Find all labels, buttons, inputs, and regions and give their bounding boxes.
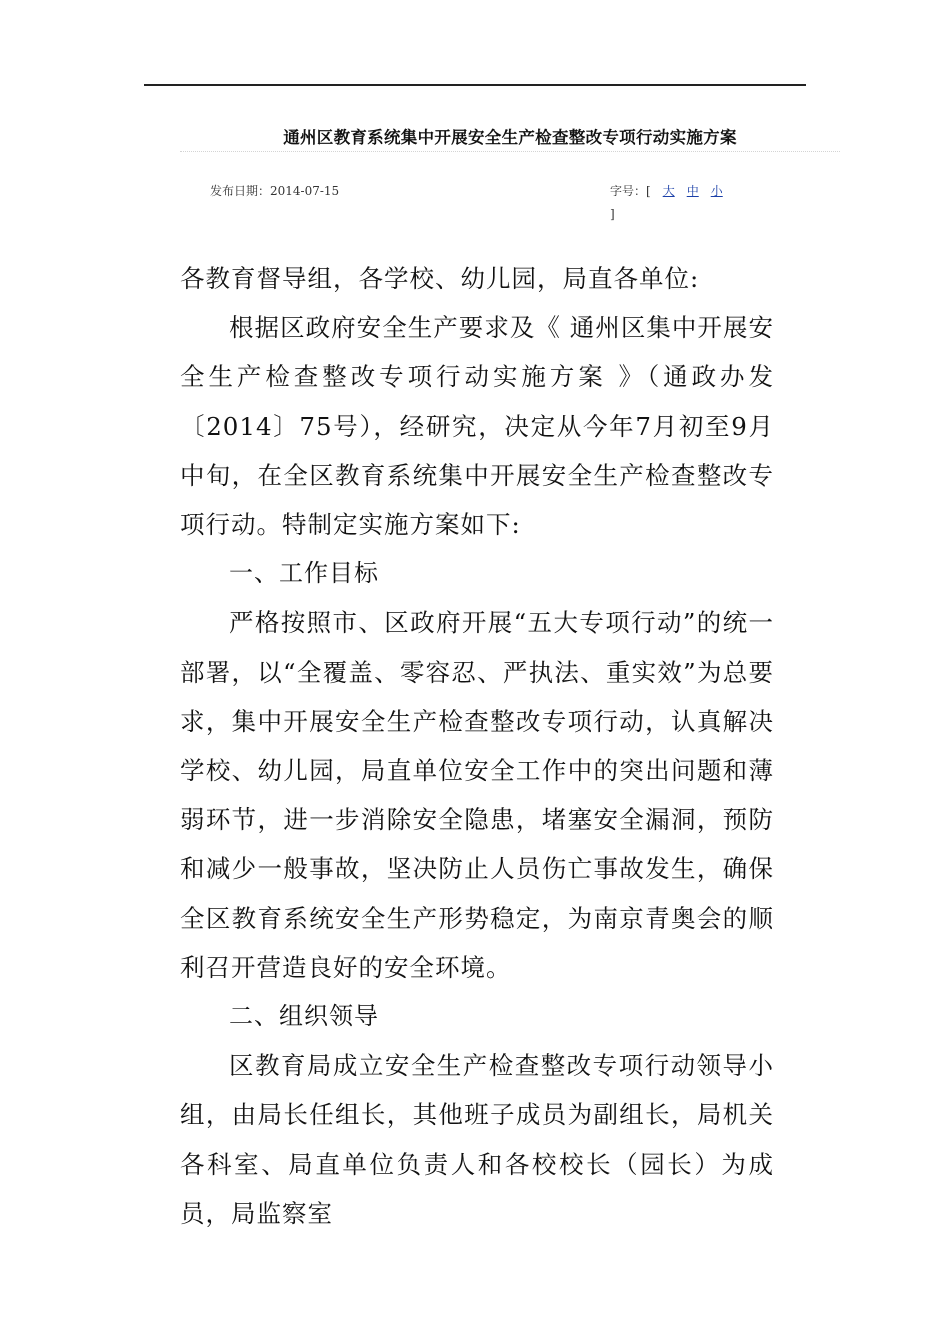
goals-paragraph: 严格按照市、区政府开展“五大专项行动”的统一部署，以“全覆盖、零容忍、严执法、重实效”为总要求，集中开展安全生产检查整改专项行动，认真解决学校、幼儿园，局直单位安全工作中的突出问题和薄弱环节，进一步消除安全隐患，堵塞安全漏洞，预防和减少一般事故，坚决防止人员伤亡事故发生，确保全区教育系统安全生产形势稳定，为南京青奥会的顺利召开营造良好的安全环境。	[180, 608, 774, 982]
font-size-medium-link[interactable]: 中	[686, 184, 699, 198]
publish-date: 发布日期：2014-07-15	[210, 184, 340, 198]
top-divider	[144, 84, 806, 86]
organization-paragraph: 区教育局成立安全生产检查整改专项行动领导小组，由局长任组长，其他班子成员为副组长，局机关各科室、局直单位负责人和各校校长（园长）为成员，局监察室	[180, 1051, 774, 1228]
font-size-large-link[interactable]: 大	[662, 184, 675, 198]
font-size-small-link[interactable]: 小	[710, 184, 723, 198]
article-body	[180, 254, 774, 1238]
font-size-label: 字号：[	[610, 184, 651, 198]
intro-paragraph: 根据区政府安全生产要求及《 通州区集中开展安全生产检查整改专项行动实施方案 》（通政办发〔2014〕75号），经研究，决定从今年7月初至9月中旬，在全区教育系统集中开展安全生产检查整改专项行动。特制定实施方案如下:	[180, 313, 774, 540]
section-heading-organization: 二、组织领导	[229, 1002, 379, 1031]
font-size-bracket-close: ]	[610, 207, 615, 221]
section-heading-goals: 一、工作目标	[229, 559, 379, 588]
title-divider	[180, 151, 840, 152]
page-title: 通州区教育系统集中开展安全生产检查整改专项行动实施方案	[283, 128, 737, 147]
salutation: 各教育督导组，各学校、幼儿园，局直各单位:	[180, 264, 700, 293]
font-size-control	[610, 180, 760, 226]
